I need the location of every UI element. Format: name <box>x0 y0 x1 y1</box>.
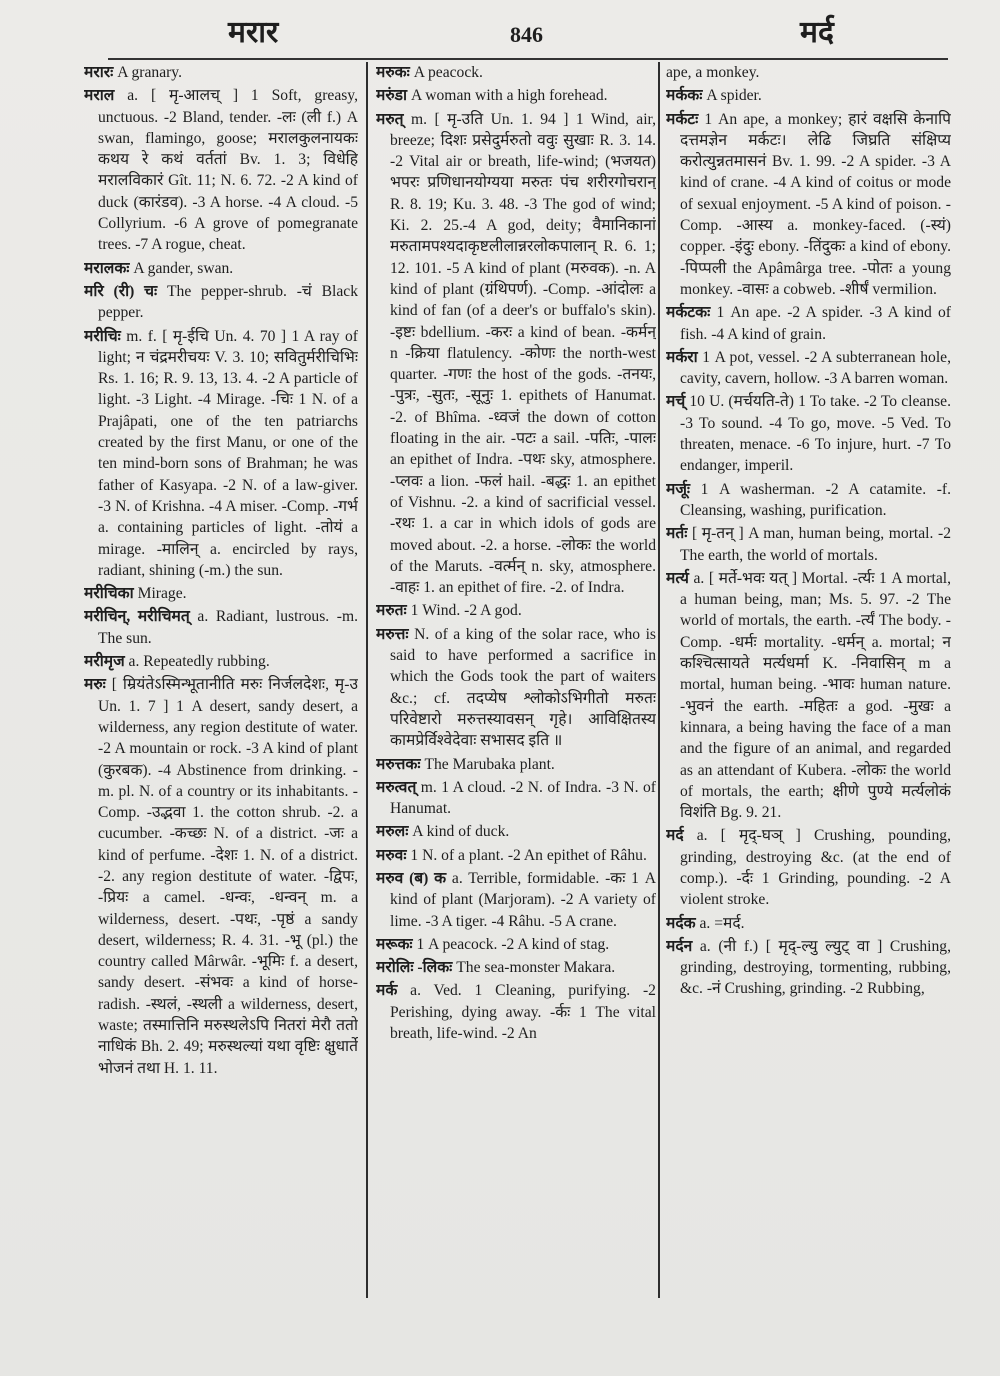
entry-definition: a. [ मृद्-घञ् ] Crushing, pounding, grinding, destroying &c. (at the end of comp.). -र्दः 1 Grinding, pounding. -2 A violent stroke. <box>680 827 951 909</box>
entry-headword: मर्कटः <box>666 110 699 128</box>
dictionary-entry <box>376 934 656 955</box>
entry-definition: Mirage. <box>137 585 187 603</box>
column-3 <box>666 62 951 1306</box>
entry-definition: 1 A pot, vessel. -2 A subterranean hole, cavity, cavern, hollow. -3 A barren woman. <box>680 348 951 388</box>
entry-definition: 1 An ape. -2 A spider. -3 A kind of fish. -4 A kind of grain. <box>680 304 951 343</box>
entry-headword: मरारः <box>84 64 114 81</box>
dictionary-entry <box>376 957 656 978</box>
dictionary-entry <box>84 606 358 649</box>
dictionary-entry <box>376 85 656 106</box>
dictionary-entry <box>666 568 951 824</box>
entry-headword: मरुत्तः <box>376 625 409 643</box>
dictionary-entry <box>666 109 951 301</box>
entry-headword: मरीचिका <box>84 585 134 603</box>
entry-headword: मरालकः <box>84 259 130 277</box>
entry-headword: मरुः <box>84 676 106 694</box>
entry-definition: a. Terrible, formidable. -कः 1 A kind of plant (Marjoram). -2 A variety of lime. -3 A tiger. -4 Râhu. -5 A crane. <box>390 869 656 930</box>
entry-definition: 1 N. of a plant. -2 An epithet of Râhu. <box>410 846 647 864</box>
dictionary-entry <box>376 845 656 866</box>
dictionary-entry <box>84 674 358 1079</box>
entry-headword: मरोलिः -लिकः <box>376 959 453 977</box>
entry-definition: [ म्रियंतेऽस्मिन्भूतानीति मरुः निर्जलदेशः, मृ-उ Un. 1. 7 ] 1 A desert, sandy desert, a wilderness, any region destitute of water. -2 A mountain or rock. -3 A kind of plant (कुरबक). -4 Abstinence from drinking. -m. pl. N. of a country or its inhabitants. -Comp. -उद्भवा 1. the cotton shrub. -2. a cucumber. -कच्छः N. of a district. -जः a kind of perfume. -देशः 1. N. of a district. -2. any region destitute of water. -द्विपः, -प्रियः a camel. -धन्वः, -धन्वन् m. a wilderness, desert. -पथः, -पृष्ठं a sandy desert, wilderness; R. 4. 31. -भू (pl.) the country called Mârwâr. -भूमिः f. a desert, sandy desert. -संभवः a kind of horse-radish. -स्थलं, -स्थली a wilderness, desert, waste; तस्मात्तिनि मरुस्थलेऽपि नितरां मेरौ ततो नाधिकं Bh. 2. 49; मरुस्थल्यां यथा वृष्टिः क्षुधार्ते भोजनं तथा H. 1. 11. <box>98 676 358 1077</box>
running-head-left: मरार <box>228 15 279 50</box>
entry-headword: मरुकः <box>376 64 410 81</box>
entry-headword: मर्ककः <box>666 87 703 105</box>
entry-headword: मरुत्तकः <box>376 755 421 773</box>
dictionary-entry <box>84 281 358 324</box>
entry-headword: मर्च् <box>666 393 686 411</box>
entry-definition: 1 A washerman. -2 A catamite. -f. Cleansing, washing, purification. <box>680 480 951 519</box>
entry-headword: मरुंडा <box>376 87 408 105</box>
column-2 <box>376 62 656 1306</box>
dictionary-entry <box>84 326 358 582</box>
entry-definition: a. Repeatedly rubbing. <box>128 653 270 671</box>
dictionary-entry <box>376 109 656 599</box>
column-1 <box>84 62 358 1306</box>
entry-definition: 1 A peacock. -2 A kind of stag. <box>416 935 610 953</box>
dictionary-entry <box>376 600 656 621</box>
entry-headword: मरि (री) चः <box>84 282 158 300</box>
entry-headword: मरुलः <box>376 823 409 841</box>
dictionary-entry <box>84 85 358 255</box>
dictionary-entry <box>666 85 951 106</box>
entry-headword: मर्जूः <box>666 480 691 498</box>
dictionary-entry <box>666 62 951 83</box>
column-divider-1 <box>366 62 368 1298</box>
page-number: 846 <box>510 22 543 47</box>
column-divider-2 <box>658 62 660 1298</box>
entry-headword: मरूकः <box>376 935 413 953</box>
entry-headword: मर्कटकः <box>666 304 711 322</box>
entry-headword: मराल <box>84 87 115 105</box>
dictionary-entry <box>666 523 951 566</box>
entry-definition: [ मृ-तन् ] A man, human being, mortal. -2 The earth, the world of mortals. <box>680 525 951 564</box>
entry-headword: मरुत्वत् <box>376 778 417 796</box>
entry-definition: ape, a monkey. <box>666 64 760 81</box>
entry-headword: मरीचिन्, मरीचिमत् <box>84 608 190 626</box>
entry-headword: मर्त्य <box>666 569 689 587</box>
entry-headword: मरुतः <box>376 602 407 620</box>
entry-definition: m. 1 A cloud. -2 N. of Indra. -3 N. of Hanumat. <box>390 778 656 818</box>
entry-definition: The Marubaka plant. <box>424 755 555 773</box>
dictionary-entry <box>376 62 656 83</box>
entry-definition: a. [ मृ-आलच् ] 1 Soft, greasy, unctuous. -2 Bland, tender. -लः (ली f.) A swan, flamingo, goose; मरालकुलनायकः कथय रे कथं वर्ततां Bv. 1. 3; विधेहि मरालविकारं Gît. 11; N. 6. 72. -2 A kind of duck (कारंडव). -3 A horse. -4 A cloud. -5 Collyrium. -6 A grove of pomegranate trees. -7 A rogue, cheat. <box>98 87 358 254</box>
dictionary-entry <box>376 777 656 820</box>
dictionary-entry <box>84 62 358 83</box>
dictionary-entry <box>376 624 656 752</box>
entry-definition: a. [ मर्ते-भवः यत् ] Mortal. -र्त्यः 1 A mortal, a human being, man; Ms. 5. 97. -2 The world of mortals, the earth. -र्त्यं The body. -Comp. -धर्मः mortality. -धर्मन् a. mortal; न कश्चित्सायते मर्त्यधर्मा K. -निवासिन् m a mortal, human being. -भावः human nature. -भुवनं the earth. -महितः a god. -मुखः a kinnara, a being having the face of a man and the figure of an animal, and regarded as an attendant of Kubera. -लोकः the world of mortals, the earth; क्षीणे पुण्ये मर्त्यलोकं विशंति Bg. 9. 21. <box>680 569 951 822</box>
entry-definition: 10 U. (मर्चयति-ते) 1 To take. -2 To cleanse. -3 To sound. -4 To go, move. -5 Ved. To threaten, menace. -6 To injure, hurt. -7 To endanger, imperil. <box>680 393 951 475</box>
dictionary-entry <box>84 583 358 604</box>
entry-headword: मरुवः <box>376 846 407 864</box>
entry-definition: The sea-monster Makara. <box>456 959 616 977</box>
entry-definition: A gander, swan. <box>133 259 234 277</box>
dictionary-entry <box>666 302 951 345</box>
dictionary-entry <box>666 479 951 522</box>
dictionary-entry <box>376 980 656 1044</box>
entry-definition: N. of a king of the solar race, who is said to have performed a sacrifice in which the Gods took the part of waiters &c.; cf. तदप्येष श्लोकोऽभिगीतो मरुतः परिवेष्टारो मरुत्तस्यावसन् गृहे। आविक्षितस्य कामप्रेर्विश्वेदेवाः सभासद इति ॥ <box>390 625 656 750</box>
entry-headword: मर्द <box>666 827 684 845</box>
entry-definition: a. Radiant, lustrous. -m. The sun. <box>98 608 358 647</box>
entry-headword: मर्दक <box>666 914 696 932</box>
entry-headword: मर्तः <box>666 525 688 543</box>
entry-definition: A woman with a high forehead. <box>410 87 608 105</box>
dictionary-entry <box>666 347 951 390</box>
entry-definition: A spider. <box>706 87 762 105</box>
entry-definition: a. (नी f.) [ मृद्-ल्यु ल्युट् वा ] Crushing, grinding, destroying, tormenting, rubbing, &c. -नं Crushing, grinding. -2 Rubbing, <box>680 937 951 998</box>
entry-headword: मरीमृज <box>84 653 125 671</box>
entry-headword: मरीचिः <box>84 327 121 345</box>
entry-definition: The pepper-shrub. -चं Black pepper. <box>98 282 358 322</box>
entry-definition: a. =मर्द. <box>699 914 745 932</box>
entry-headword: मरुव (ब) क <box>376 869 447 887</box>
dictionary-entry <box>666 913 951 934</box>
entry-definition: 1 Wind. -2 A god. <box>410 602 522 620</box>
entry-definition: A peacock. <box>413 64 483 81</box>
entry-definition: A granary. <box>117 64 182 81</box>
header-rule <box>108 58 948 60</box>
entry-definition: m. f. [ मृ-ईचि Un. 4. 70 ] 1 A ray of light; न चंद्रमरीचयः V. 3. 10; सवितुर्मरीचिभिः Rs. 1. 16; R. 9. 13, 13. 4. -2 A particle of light. -3 Light. -4 Mirage. -चिः 1 N. of a Prajâpati, one of the ten patriarchs created by the first Manu, or one of the ten mind-born sons of Brahman; he was father of Kasyapa. -2 N. of a law-giver. -3 N. of Krishna. -4 A miser. -Comp. -गर्भ a. containing particles of light. -तोयं a mirage. -मालिन् a. encircled by rays, radiant, shining (-m.) the sun. <box>98 327 358 579</box>
dictionary-entry <box>666 936 951 1000</box>
dictionary-entry <box>376 821 656 842</box>
entry-headword: मर्करा <box>666 348 698 366</box>
entry-definition: 1 An ape, a monkey; हारं वक्षसि केनापि दत्तमज्ञेन मर्कटः। लेढि जिघ्रति संक्षिप्य करोत्युन्नतमासनं Bv. 1. 99. -2 A spider. -3 A kind of crane. -4 A kind of coitus or mode of sexual enjoyment. -5 A kind of poison. -Comp. -आस्य a. monkey-faced. (-स्यं) copper. -इंदुः ebony. -तिंदुकः a kind of ebony. -पिप्पली the Apâmârga tree. -पोतः a young monkey. -वासः a cobweb. -शीर्षं vermilion. <box>680 110 951 298</box>
entry-headword: मर्दन <box>666 937 693 955</box>
entry-definition: m. [ मृ-उति Un. 1. 94 ] 1 Wind, air, breeze; दिशः प्रसेदुर्मरुतो ववुः सुखाः R. 3. 14. -2 Vital air or breath, life-wind; (भजयत) भपरः प्रणिधानयोग्यया मरुतः पंच शरीरगोचरान् R. 8. 19; Ku. 3. 48. -3 The god of wind; Ki. 2. 25.-4 A god, deity; वैमानिकानां मरुतामपश्यदाकृष्टलीलान्नरलोकपालान् R. 6. 1; 12. 101. -5 A kind of plant (मरुवक). -n. A kind of plant (ग्रंथिपर्ण). -Comp. -आंदोलः a kind of fan (of a deer's or buffalo's skin). -इष्टः bdellium. -करः a kind of bean. -कर्मन् n -क्रिया flatulency. -कोणः the north-west quarter. -गणः the host of the gods. -तनयः, -पुत्रः, -सुतः, -सूनुः 1. epithets of Hanumat. -2. of Bhîma. -ध्वजं the down of cotton floating in the air. -पटः a sail. -पतिः, -पालः an epithet of Indra. -पथः sky, atmosphere. -प्लवः a lion. -फलं hail. -बद्धः 1. an epithet of Vishnu. -2. a kind of sacrificial vessel. -रथः 1. a car in which idols of gods are moved about. -2. a horse. -लोकः the world of the Maruts. -वर्त्मन् n. sky, atmosphere. -वाहः 1. an epithet of fire. -2. of Indra. <box>390 110 656 597</box>
dictionary-entry <box>376 754 656 775</box>
entry-headword: मर्क <box>376 982 398 1000</box>
entry-definition: a. Ved. 1 Cleaning, purifying. -2 Perishing, dying away. -र्कः 1 The vital breath, life-wind. -2 An <box>390 982 656 1043</box>
dictionary-entry <box>376 868 656 932</box>
dictionary-entry <box>84 258 358 279</box>
entry-definition: A kind of duck. <box>412 823 510 841</box>
dictionary-entry <box>666 825 951 910</box>
entry-headword: मरुत् <box>376 110 404 128</box>
dictionary-entry <box>84 651 358 672</box>
running-head-right: मर्द <box>800 15 834 50</box>
dictionary-entry <box>666 391 951 476</box>
